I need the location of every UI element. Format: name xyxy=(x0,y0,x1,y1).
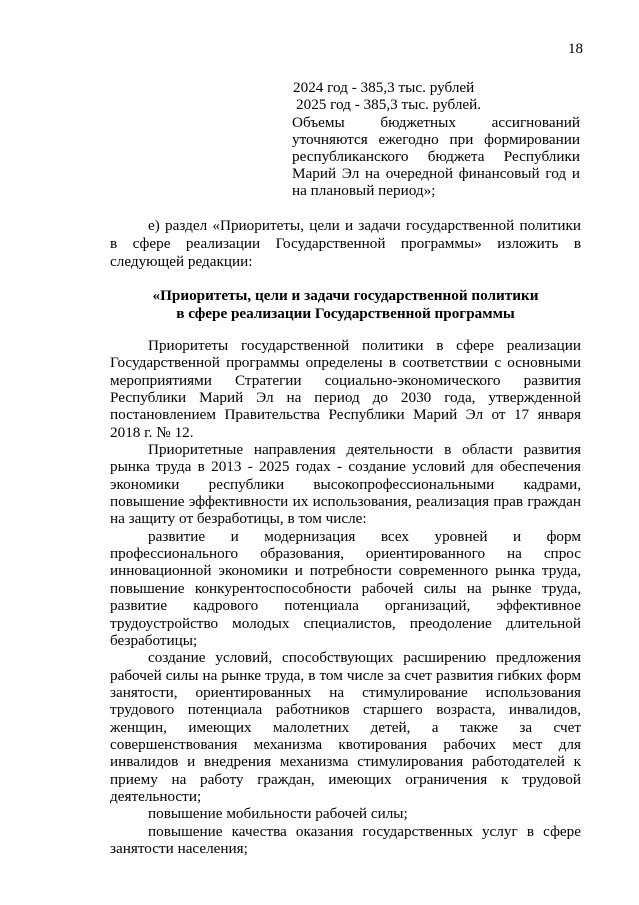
paragraph-priorities: Приоритеты государственной политики в сфере реализации Государственной программы определены в соответствии с основными мероприятиями Стратегии социально-экономического развития Республики Марий Эл на период до 2030 года, утвержденной постановлением Правительства Республики Марий Эл от 17 января 2018 г. № 12. xyxy=(110,337,581,441)
paragraph-labor-supply: создание условий, способствующих расширению предложения рабочей силы на рынке труда, в том числе за счет развития гибких форм занятости, ориентированных на стимулирование использования трудового потенциала работников старшего возраста, инвалидов, женщин, имеющих малолетних детей, а также за счет совершенствования механизма квотирования рабочих мест для инвалидов и внедрения механизма стимулирования работодателей к приему на работу граждан, имеющих ограничения к трудовой деятельности; xyxy=(110,649,581,805)
body-text xyxy=(110,337,581,857)
funding-2024: 2024 год - 385,3 тыс. рублей xyxy=(293,79,475,96)
section-e-text: е) раздел «Приоритеты, цели и задачи государственной политики в сфере реализации Государственной программы» изложить в следующей редакции: xyxy=(110,217,581,270)
funding-2025: 2025 год - 385,3 тыс. рублей. xyxy=(296,96,482,113)
page-number: 18 xyxy=(568,41,583,57)
paragraph-directions: Приоритетные направления деятельности в области развития рынка труда в 2013 - 2025 годах - создание условий для обеспечения экономики республики высокопрофессиональными кадрами, повышение эффективности их использования, реализация прав граждан на защиту от безработицы, в том числе: xyxy=(110,441,581,528)
paragraph-mobility: повышение мобильности рабочей силы; xyxy=(148,805,408,823)
funding-block xyxy=(292,79,580,199)
section-title-line-2: в сфере реализации Государственной программы xyxy=(176,305,515,322)
section-title xyxy=(110,287,581,323)
section-title-line-1: «Приоритеты, цели и задачи государственной политики xyxy=(152,287,539,304)
paragraph-education: развитие и модернизация всех уровней и форм профессионального образования, ориентированного на спрос инновационной экономики и потребности современного рынка труда, повышение конкурентоспособности рабочей силы на рынке труда, развитие кадрового потенциала организаций, эффективное трудоустройство молодых специалистов, преодоление длительной безработицы; xyxy=(110,527,581,649)
funding-note: Объемы бюджетных ассигнований уточняются ежегодно при формировании республиканского бюджета Республики Марий Эл на очередной финансовый год и на плановый период»; xyxy=(292,114,580,199)
paragraph-service-quality: повышение качества оказания государственных услуг в сфере занятости населения; xyxy=(110,822,581,857)
section-e-paragraph xyxy=(110,217,581,271)
